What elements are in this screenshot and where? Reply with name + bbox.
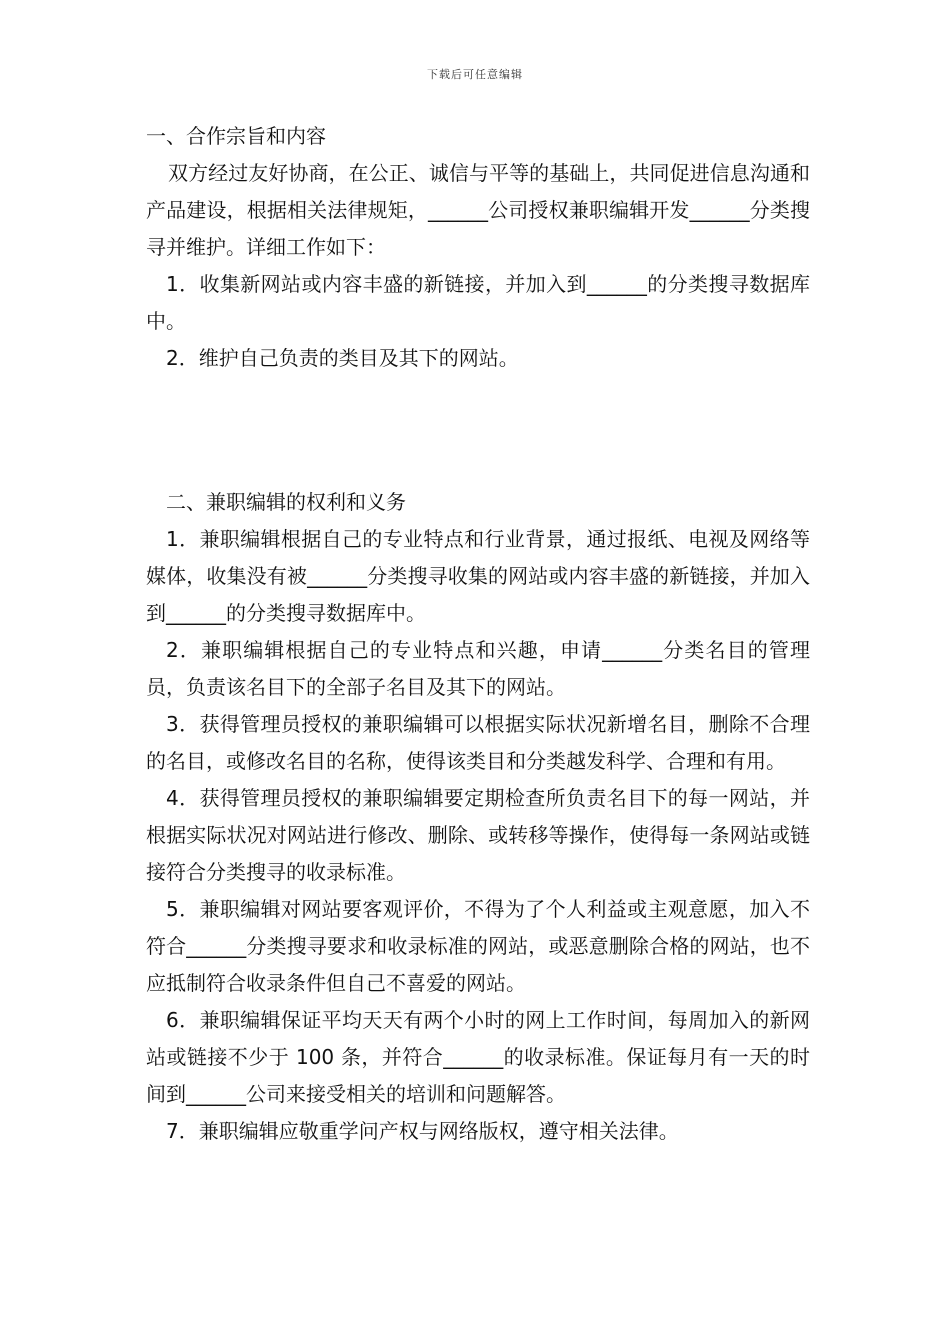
header-note: 下载后可任意编辑 (427, 68, 523, 81)
section-2-heading: 二、兼职编辑的权利和义务 (166, 490, 406, 514)
section-2-item-5: 5．兼职编辑对网站要客观评价，不得为了个人利益或主观意愿，加入不符合______分类搜寻要求和收录标准的网站，或恶意删除合格的网站，也不应抵制符合收录条件但自己不喜爱的网站。 (146, 897, 810, 995)
section-1 (146, 118, 810, 377)
section-1-item-2: 2．维护自己负责的类目及其下的网站。 (166, 346, 519, 370)
section-2-item-6: 6．兼职编辑保证平均天天有两个小时的网上工作时间，每周加入的新网站或链接不少于 100 条，并符合______的收录标准。保证每月有一天的时间到______公司来接受相关的培训和问题解答。 (146, 1008, 810, 1106)
section-2-item-1: 1．兼职编辑根据自己的专业特点和行业背景，通过报纸、电视及网络等媒体，收集没有被______分类搜寻收集的网站或内容丰盛的新链接，并加入到______的分类搜寻数据库中。 (146, 527, 810, 625)
section-2-item-7: 7．兼职编辑应敬重学问产权与网络版权，遵守相关法律。 (166, 1119, 679, 1143)
section-1-intro: 双方经过友好协商，在公正、诚信与平等的基础上，共同促进信息沟通和产品建设，根据相关法律规矩，______公司授权兼职编辑开发______分类搜寻并维护。详细工作如下： (146, 161, 810, 259)
section-1-item-1: 1．收集新网站或内容丰盛的新链接，并加入到______的分类搜寻数据库中。 (146, 272, 810, 333)
section-2-item-3: 3．获得管理员授权的兼职编辑可以根据实际状况新增名目，删除不合理的名目，或修改名目的名称，使得该类目和分类越发科学、合理和有用。 (146, 712, 810, 773)
section-2-item-4: 4．获得管理员授权的兼职编辑要定期检查所负责名目下的每一网站，并根据实际状况对网站进行修改、删除、或转移等操作，使得每一条网站或链接符合分类搜寻的收录标准。 (146, 786, 810, 884)
section-2 (146, 484, 810, 1150)
section-1-heading: 一、合作宗旨和内容 (146, 124, 326, 148)
section-2-item-2: 2．兼职编辑根据自己的专业特点和兴趣，申请______分类名目的管理员，负责该名目下的全部子名目及其下的网站。 (146, 638, 810, 699)
